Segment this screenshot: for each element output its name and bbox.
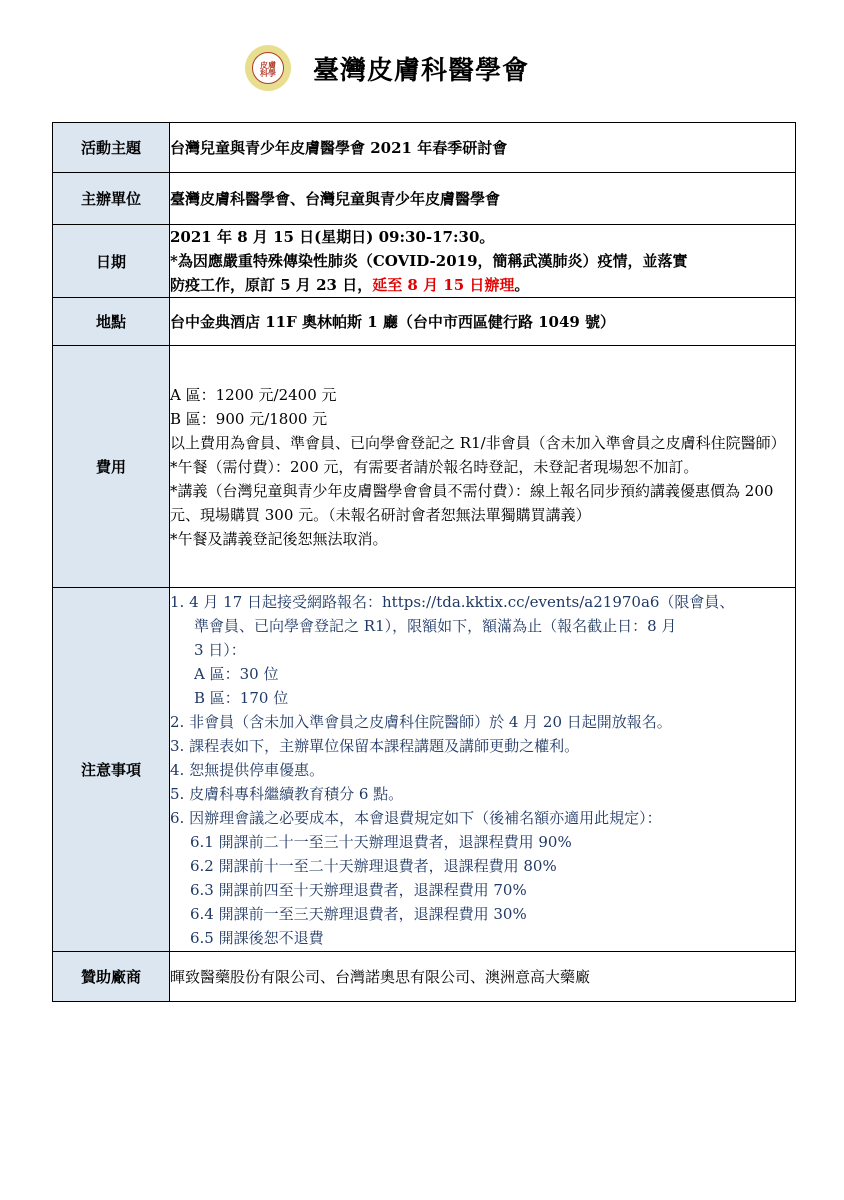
society-logo-icon: 皮膚 科學 [245, 45, 291, 91]
page-header [245, 38, 529, 98]
value-date [170, 225, 796, 298]
value-theme: 台灣兒童與青少年皮膚醫學會 2021 年春季研討會 [170, 123, 796, 173]
note-item-3: 3. 課程表如下，主辦單位保留本課程講題及講師更動之權利。 [170, 736, 580, 755]
refund-rule: 6.2 開課前十一至二十天辦理退費者，退課程費用 80% [190, 856, 557, 875]
fee-line: *講義（台灣兒童與青少年皮膚醫學會會員不需付費）：線上報名同步預約講義優惠價為 200 元、現場購買 300 元。（未報名研討會者恕無法單獨購買講義） [170, 481, 774, 524]
note-item-2: 2. 非會員（含未加入準會員之皮膚科住院醫師）於 4 月 20 日起開放報名。 [170, 712, 672, 731]
note-item-1-cont: 3 日）： [194, 640, 246, 659]
date-line-2: *為因應嚴重特殊傳染性肺炎（COVID-2019，簡稱武漢肺炎）疫情，並落實 [170, 252, 688, 270]
date-line-1: 2021 年 8 月 15 日(星期日) 09:30-17:30。 [170, 228, 495, 246]
label-sponsor: 贊助廠商 [53, 952, 170, 1002]
event-info-table [52, 122, 796, 1002]
row-theme [53, 123, 796, 173]
postponed-notice: 延至 8 月 15 日辦理 [372, 276, 515, 294]
fee-line: A 區：1200 元/2400 元 [170, 385, 337, 404]
fee-line: B 區：900 元/1800 元 [170, 409, 328, 428]
organization-name: 臺灣皮膚科醫學會 [313, 55, 530, 86]
refund-rule: 6.1 開課前二十一至三十天辦理退費者，退課程費用 90% [190, 832, 572, 851]
row-organizer [53, 173, 796, 225]
value-sponsor: 暉致醫藥股份有限公司、台灣諾奧思有限公司、澳洲意高大藥廠 [170, 952, 796, 1002]
label-theme: 活動主題 [53, 123, 170, 173]
value-notes [170, 588, 796, 952]
quota-a: A 區：30 位 [194, 664, 279, 683]
refund-rule: 6.5 開課後恕不退費 [190, 928, 324, 947]
label-location: 地點 [53, 298, 170, 346]
row-notes [53, 588, 796, 952]
value-fee [170, 346, 796, 588]
refund-rule: 6.4 開課前一至三天辦理退費者，退課程費用 30% [190, 904, 527, 923]
quota-b: B 區：170 位 [194, 688, 289, 707]
label-fee: 費用 [53, 346, 170, 588]
date-line-3-prefix: 防疫工作，原訂 5 月 23 日， [170, 276, 373, 294]
row-location [53, 298, 796, 346]
refund-rule: 6.3 開課前四至十天辦理退費者，退課程費用 70% [190, 880, 527, 899]
label-organizer: 主辦單位 [53, 173, 170, 225]
note-item-4: 4. 恕無提供停車優惠。 [170, 760, 325, 779]
label-notes: 注意事項 [53, 588, 170, 952]
date-line-3 [170, 273, 795, 297]
note-item-1: 1. 4 月 17 日起接受網路報名：https://tda.kktix.cc/events/a21970a6（限會員、 [170, 592, 735, 611]
note-item-6: 6. 因辦理會議之必要成本，本會退費規定如下（後補名額亦適用此規定）： [170, 808, 662, 827]
label-date: 日期 [53, 225, 170, 298]
fee-line: *午餐及講義登記後恕無法取消。 [170, 529, 388, 548]
value-organizer: 臺灣皮膚科醫學會、台灣兒童與青少年皮膚醫學會 [170, 173, 796, 225]
note-item-5: 5. 皮膚科專科繼續教育積分 6 點。 [170, 784, 404, 803]
value-location: 台中金典酒店 11F 奧林帕斯 1 廳（台中市西區健行路 1049 號） [170, 298, 796, 346]
fee-line: 以上費用為會員、準會員、已向學會登記之 R1/非會員（含未加入準會員之皮膚科住院醫師） [170, 433, 786, 452]
note-item-1-cont: 準會員、已向學會登記之 R1），限額如下，額滿為止（報名截止日：8 月 [194, 616, 677, 635]
date-line-3-suffix: 。 [514, 276, 530, 294]
row-fee [53, 346, 796, 588]
fee-line: *午餐（需付費）：200 元，有需要者請於報名時登記，未登記者現場恕不加訂。 [170, 457, 699, 476]
row-date [53, 225, 796, 298]
row-sponsor [53, 952, 796, 1002]
